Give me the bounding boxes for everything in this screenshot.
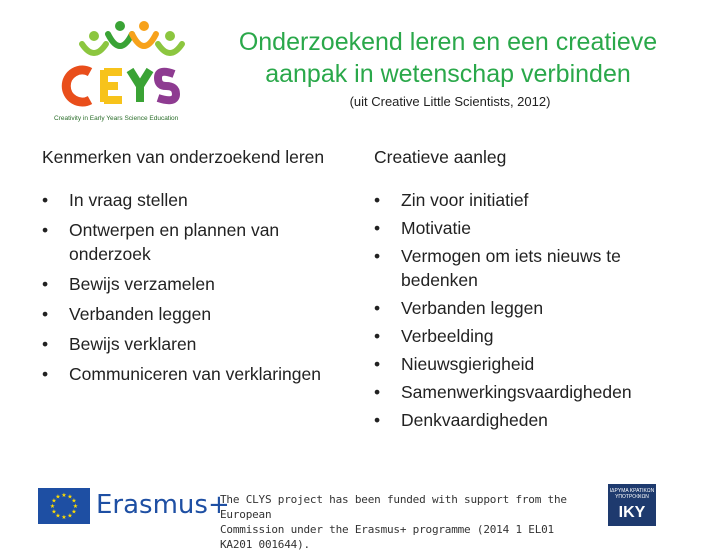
iky-logo [608,484,656,526]
list-item: • Ontwerpen en plannen van onderzoek [42,220,280,264]
eu-flag-icon [38,488,90,524]
list-item: • Vermogen om iets nieuws te bedenken [374,246,621,290]
right-column [374,146,694,436]
ceys-logo [52,14,212,124]
left-column-heading: Kenmerken van onderzoekend leren [42,147,325,167]
creativity-list [374,188,694,432]
list-item: • Bewijs verzamelen [42,274,215,294]
inquiry-list [42,188,352,386]
children-figures-icon [82,21,182,53]
svg-text:★: ★ [71,497,77,505]
funding-line-1: The CLYS project has been funded with support from the European [220,493,567,521]
svg-text:★: ★ [51,508,57,516]
svg-text:★: ★ [71,508,77,516]
erasmus-logo [38,488,230,524]
ceys-wordmark [66,70,176,102]
list-item: • Communiceren van verklaringen [42,364,321,384]
svg-text:★: ★ [72,503,79,510]
logo-tagline: Creativity in Early Years Science Education [54,115,179,122]
funding-notice [220,492,590,552]
svg-text:★: ★ [49,503,56,510]
list-item: • Denkvaardigheden [374,410,548,430]
list-item: • Verbanden leggen [374,298,544,318]
svg-text:★: ★ [61,514,67,521]
svg-text:★: ★ [55,512,61,520]
list-item: • Nieuwsgierigheid [374,354,535,374]
page-subtitle: (uit Creative Little Scientists, 2012) [349,94,551,109]
list-item: • Verbanden leggen [42,304,212,324]
funding-line-2: Commission under the Erasmus+ programme (2014 1 EL01 KA201 001644). [220,523,554,551]
iky-small-text: ΙΔΡΥΜΑ ΚΡΑΤΙΚΩΝ ΥΠΟΤΡΟΦΙΩΝ [609,488,655,500]
list-item: • Samenwerkingsvaardigheden [374,382,632,402]
left-column [42,146,352,392]
svg-text:★: ★ [67,493,73,501]
list-item: • Motivatie [374,218,472,238]
page-title: Onderzoekend leren en een creatieve aanpak in wetenschap verbinden [238,28,658,88]
svg-text:★: ★ [67,512,73,520]
iky-label: IKY [618,504,646,521]
list-item: • Zin voor initiatief [374,190,529,210]
list-item: • In vraag stellen [42,190,188,210]
svg-text:★: ★ [51,497,57,505]
erasmus-label: Erasmus+ [96,490,230,520]
list-item: • Bewijs verklaren [42,334,197,354]
list-item: • Verbeelding [374,326,494,346]
svg-text:★: ★ [61,492,67,499]
svg-text:★: ★ [55,493,61,501]
right-column-heading: Creatieve aanleg [374,147,507,167]
